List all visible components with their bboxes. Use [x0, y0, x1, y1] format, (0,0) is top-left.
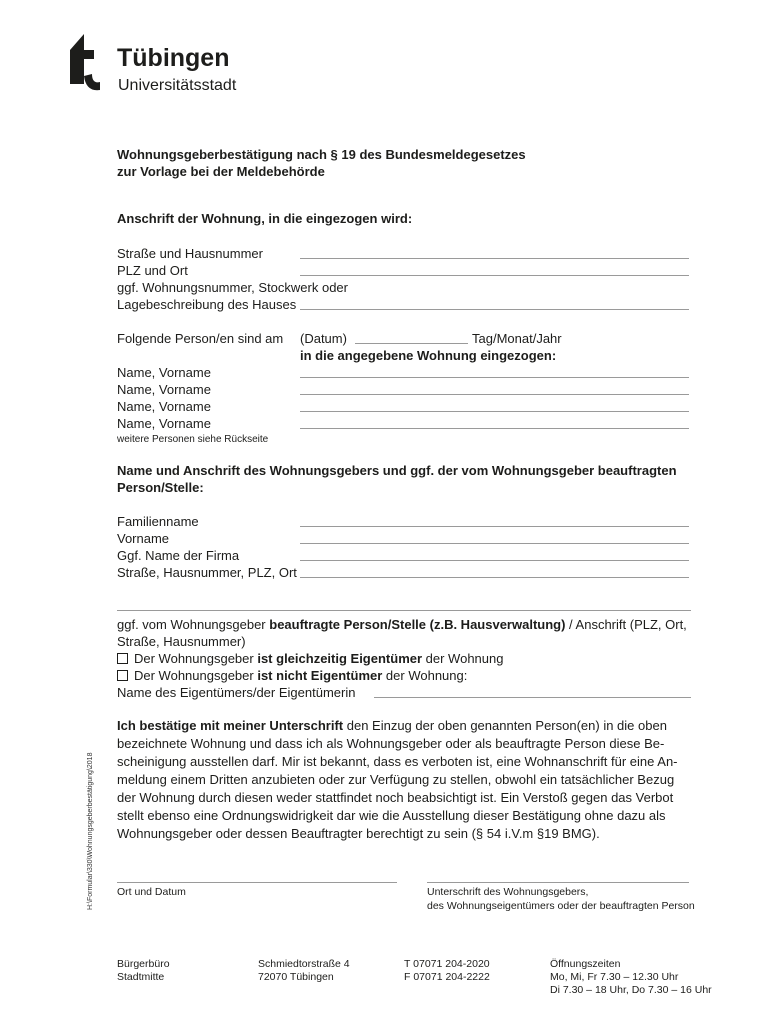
option2-bold: ist nicht Eigentümer	[257, 668, 383, 683]
confirmation-line4: meldung einem Dritten anzubieten oder zur Verfügung zu stellen, obwohl ein tatsächlicher Bezug	[117, 772, 675, 787]
person-name-label-2: Name, Vorname	[117, 382, 211, 397]
tuebingen-t-logo-icon	[68, 30, 108, 96]
person-name-field-1[interactable]	[300, 377, 689, 378]
street-label: Straße und Hausnummer	[117, 246, 263, 261]
footer-fax: F 07071 204-2222	[404, 971, 490, 983]
first-name-label: Vorname	[117, 531, 170, 546]
persons-intro: Folgende Person/en sind am	[117, 331, 284, 346]
apartment-label-line2: Lagebeschreibung des Hauses	[117, 297, 297, 312]
signature-label-line1: Unterschrift des Wohnungsgebers,	[427, 886, 589, 898]
first-name-field[interactable]	[300, 543, 689, 544]
option2-post: der Wohnung:	[382, 668, 468, 683]
person-name-label-3: Name, Vorname	[117, 399, 211, 414]
footer-hours-title: Öffnungszeiten	[550, 958, 621, 970]
zip-city-label: PLZ und Ort	[117, 263, 188, 278]
checkbox-is-owner[interactable]	[117, 653, 128, 664]
person-name-field-2[interactable]	[300, 394, 689, 395]
agent-field[interactable]	[117, 610, 691, 611]
option1-pre: Der Wohnungsgeber	[134, 651, 258, 666]
owner-name-label: Name des Eigentümers/der Eigentümerin	[117, 685, 356, 700]
confirmation-line1-text: den Einzug der oben genannten Person(en) in die oben	[343, 718, 667, 733]
footer-hours-line1: Mo, Mi, Fr 7.30 – 12.30 Uhr	[550, 971, 679, 983]
confirmation-bold: Ich bestätige mit meiner Unterschrift	[117, 718, 344, 733]
street-field[interactable]	[300, 258, 689, 259]
signature-label-line2: des Wohnungseigentümers oder der beauftragten Person	[427, 900, 695, 912]
option1-bold: ist gleichzeitig Eigentümer	[257, 651, 423, 666]
logo	[68, 30, 108, 96]
agent-description-line1	[117, 616, 687, 633]
agent-text-pre: ggf. vom Wohnungsgeber	[117, 617, 270, 632]
option-not-owner[interactable]	[117, 667, 467, 684]
date-label: (Datum)	[300, 331, 347, 346]
footer-office-line1: Bürgerbüro	[117, 958, 170, 970]
person-name-label-1: Name, Vorname	[117, 365, 211, 380]
family-name-field[interactable]	[300, 526, 689, 527]
signature-field[interactable]	[427, 882, 689, 883]
file-path-note: H:\Formular\330\Wohnungsgeberbestätigung\2018	[87, 752, 94, 910]
confirmation-line2: bezeichnete Wohnung und dass ich als Wohnungsgeber oder als beauftragte Person diese Be-	[117, 736, 665, 751]
logo-city: Tübingen	[117, 44, 230, 72]
company-label: Ggf. Name der Firma	[117, 548, 240, 563]
agent-text-bold: beauftragte Person/Stelle (z.B. Hausverwaltung)	[269, 617, 566, 632]
move-in-date-field[interactable]	[355, 343, 468, 344]
apartment-label-line1: ggf. Wohnungsnummer, Stockwerk oder	[117, 280, 348, 295]
confirmation-line1	[117, 717, 692, 735]
place-date-label: Ort und Datum	[117, 886, 186, 898]
company-field[interactable]	[300, 560, 689, 561]
confirmation-paragraph	[117, 717, 692, 843]
confirmation-line5: der Wohnung durch diesen weder stattfindet noch beabsichtigt ist. Ein Verstoß gegen das Verbot	[117, 790, 674, 805]
place-date-field[interactable]	[117, 882, 397, 883]
landlord-address-field[interactable]	[300, 577, 689, 578]
landlord-heading-line2: Person/Stelle:	[117, 480, 204, 495]
option-is-owner[interactable]	[117, 650, 503, 667]
confirmation-line6: stellt ebenso eine Ordnungswidrigkeit dar wie die Ausstellung dieser Bestätigung ohne dazu als	[117, 808, 666, 823]
confirmation-line7: Wohnungsgeber oder dessen Beauftragter berechtigt zu sein (§ 54 i.V.m §19 BMG).	[117, 826, 600, 841]
footer-hours-line2: Di 7.30 – 18 Uhr, Do 7.30 – 16 Uhr	[550, 984, 712, 996]
landlord-heading-line1: Name und Anschrift des Wohnungsgebers und ggf. der vom Wohnungsgeber beauftragten	[117, 463, 677, 478]
apartment-field[interactable]	[300, 309, 689, 310]
person-name-label-4: Name, Vorname	[117, 416, 211, 431]
checkbox-not-owner[interactable]	[117, 670, 128, 681]
form-title-line2: zur Vorlage bei der Meldebehörde	[117, 164, 325, 179]
date-format-hint: Tag/Monat/Jahr	[472, 331, 562, 346]
person-name-field-3[interactable]	[300, 411, 689, 412]
footer-street: Schmiedtorstraße 4	[258, 958, 350, 970]
moved-in-text: in die angegebene Wohnung eingezogen:	[300, 348, 557, 363]
footer-phone: T 07071 204-2020	[404, 958, 490, 970]
owner-name-field[interactable]	[374, 697, 691, 698]
option1-post: der Wohnung	[422, 651, 504, 666]
confirmation-line3: scheinigung ausstellen darf. Mir ist bekannt, dass es verboten ist, eine Wohnanschrift für eine An-	[117, 754, 678, 769]
person-name-field-4[interactable]	[300, 428, 689, 429]
logo-subtitle: Universitätsstadt	[118, 77, 237, 94]
option2-pre: Der Wohnungsgeber	[134, 668, 258, 683]
more-persons-note: weitere Personen siehe Rückseite	[117, 434, 269, 445]
section-address-heading: Anschrift der Wohnung, in die eingezogen wird:	[117, 211, 413, 226]
form-title-line1: Wohnungsgeberbestätigung nach § 19 des Bundesmeldegesetzes	[117, 147, 526, 162]
landlord-address-label: Straße, Hausnummer, PLZ, Ort	[117, 565, 297, 580]
zip-city-field[interactable]	[300, 275, 689, 276]
footer-city: 72070 Tübingen	[258, 971, 334, 983]
footer-office-line2: Stadtmitte	[117, 971, 165, 983]
agent-description-line2: Straße, Hausnummer)	[117, 634, 246, 649]
family-name-label: Familienname	[117, 514, 199, 529]
agent-text-post: / Anschrift (PLZ, Ort,	[565, 617, 687, 632]
